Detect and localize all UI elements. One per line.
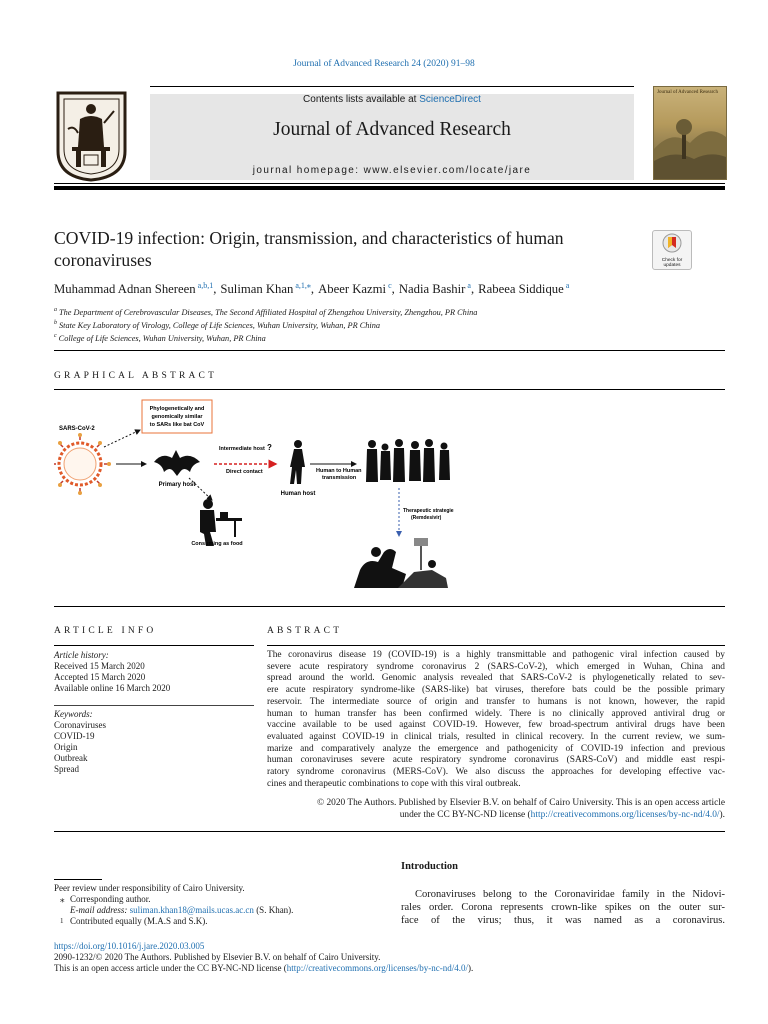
- affiliation-text: College of Life Sciences, Wuhan University, Wuhan, PR China: [58, 333, 266, 343]
- affiliation-key: a: [54, 307, 57, 313]
- author-separator: ,: [391, 282, 395, 297]
- abstract-line: ere acute respiratory syndrome-like (SARS-like) bat viruses, therefore bats could be the possible primary: [267, 685, 725, 696]
- bookmark-icon: [662, 233, 682, 253]
- svg-text:Direct contact: Direct contact: [226, 469, 263, 475]
- keywords-block: [54, 709, 254, 775]
- introduction-text: [401, 888, 725, 927]
- affiliation-text: State Key Laboratory of Virology, College of Life Sciences, Wuhan University, Wuhan, PR China: [59, 320, 381, 330]
- svg-text:Human to Human: Human to Human: [316, 468, 362, 474]
- svg-text:Phylogenetically and: Phylogenetically and: [149, 406, 205, 412]
- svg-text:?: ?: [267, 443, 272, 452]
- svg-text:transmission: transmission: [322, 475, 357, 481]
- author-affiliation-sup[interactable]: c: [388, 281, 392, 290]
- affiliation: [54, 331, 725, 344]
- abstract-line: reservoir. The intermediate source of origin and transfer to humans is not known, however, the rapid: [267, 696, 725, 707]
- license-link[interactable]: http://creativecommons.org/licenses/by-nc-nd/4.0/: [530, 809, 720, 820]
- keyword: Spread: [54, 764, 79, 774]
- introduction-line: face of the virus; thus, it was named as a coronavirus.: [401, 915, 725, 926]
- graphical-abstract-figure: [54, 392, 454, 592]
- rule-after-abstract: [54, 831, 725, 832]
- elsevier-logo: [54, 89, 129, 183]
- top-rule: [150, 86, 634, 87]
- cover-title: Journal of Advanced Research: [657, 90, 718, 95]
- keyword: COVID-19: [54, 731, 95, 741]
- footnotes: [54, 883, 384, 927]
- hospital-treatment-icon: [354, 538, 448, 588]
- graphical-abstract-rule: [54, 389, 725, 390]
- authors-line: [54, 281, 725, 297]
- issn-line: 2090-1232/© 2020 The Authors. Published by Elsevier B.V. on behalf of Cairo University.: [54, 952, 381, 962]
- virus-icon: [54, 433, 111, 495]
- affiliation-text: The Department of Cerebrovascular Diseases, The Second Affiliated Hospital of Zhengzhou University, Zhengzhou, PR China: [59, 307, 478, 317]
- copyright-line: © 2020 The Authors. Published by Elsevier B.V. on behalf of Cairo University. This is an open access article: [316, 798, 725, 808]
- abstract-line: severe acute respiratory syndrome coronavirus 2 (SARS-CoV-2), which emerged in Wuhan, China and: [267, 661, 725, 672]
- svg-text:(Remdesivir): (Remdesivir): [411, 515, 442, 521]
- article-title: COVID-19 infection: Origin, transmission, and characteristics of human coronaviruses: [54, 228, 564, 270]
- abstract-line: The coronavirus disease 19 (COVID-19) is a highly transmittable and pathogenic viral infection caused by: [267, 650, 725, 660]
- svg-text:to SARs like bat CoV: to SARs like bat CoV: [149, 422, 205, 428]
- abstract-line: human coronaviruses severe acute respiratory syndrome coronavirus (SARS-CoV) and middle east respi-: [267, 755, 725, 766]
- footnote-rule: [54, 879, 102, 880]
- received-date: Received 15 March 2020: [54, 661, 145, 671]
- svg-text:Human host: Human host: [280, 491, 316, 497]
- svg-text:Therapeutic strategies: Therapeutic strategies: [403, 508, 454, 514]
- author-name: Muhammad Adnan Shereen: [54, 282, 196, 297]
- svg-text:Primary host: Primary host: [158, 482, 196, 488]
- rule-before-article-info: [54, 606, 725, 607]
- license-line: under the CC BY-NC-ND license (http://creativecommons.org/licenses/by-nc-nd/4.0/).: [399, 809, 725, 820]
- history-label: Article history:: [54, 650, 109, 660]
- introduction-heading: Introduction: [401, 861, 458, 872]
- author-name: Rabeea Siddique: [478, 282, 564, 297]
- online-date: Available online 16 March 2020: [54, 683, 171, 693]
- oa-line: This is an open access article under the CC BY-NC-ND license (http://creativecommons.org/licenses/by-nc-nd/4.0/).: [54, 963, 474, 973]
- svg-text:Consuming as food: Consuming as food: [191, 541, 243, 547]
- journal-cover[interactable]: [653, 86, 727, 180]
- abstract-copyright: [267, 798, 725, 821]
- affiliations: [54, 305, 725, 343]
- author-name: Nadia Bashir: [398, 282, 466, 297]
- author-separator: ,: [310, 282, 315, 297]
- keyword: Outbreak: [54, 753, 88, 763]
- author-separator: ,: [470, 282, 475, 297]
- abstract-text: [267, 650, 725, 790]
- article-info-rule: [54, 645, 254, 646]
- keywords-label: Keywords:: [54, 709, 93, 719]
- sars-cov-2-label: SARS-CoV-2: [59, 426, 95, 432]
- affiliation-key: b: [54, 319, 57, 326]
- affiliation: [54, 318, 725, 331]
- abstract-line: marize and comparatively analyze the emergence and pathogenicity of COVID-19 infection and previous: [267, 743, 725, 754]
- contents-prefix: Contents lists available at: [303, 94, 417, 105]
- abstract-rule: [267, 645, 725, 646]
- author-affiliation-sup[interactable]: a: [467, 281, 471, 290]
- article-info-heading: ARTICLE INFO: [54, 626, 157, 636]
- oa-license-link[interactable]: http://creativecommons.org/licenses/by-nc-nd/4.0/: [286, 963, 468, 973]
- graphical-abstract-heading: GRAPHICAL ABSTRACT: [54, 371, 218, 381]
- crowd-icon: [366, 439, 450, 482]
- author-separator: ,: [213, 282, 217, 297]
- author-affiliation-sup[interactable]: a: [565, 281, 570, 290]
- contents-line: [150, 94, 634, 105]
- contrib-note: 1 Contributed equally (M.A.S and S.K).: [60, 916, 208, 926]
- sciencedirect-link[interactable]: ScienceDirect: [419, 94, 481, 105]
- author-affiliation-sup[interactable]: a,1,⁎: [295, 281, 311, 290]
- author-name: Abeer Kazmi: [318, 282, 387, 297]
- abstract-line: vaccine available to be used against COVID-19. However, few broad-spectrum antiviral drugs have been: [267, 720, 725, 731]
- corresponding-note: ⁎ Corresponding author.: [60, 894, 151, 904]
- abstract-line: spread around the world. Genomic analysis revealed that SARS-CoV-2 is phylogenetically related to sev-: [267, 673, 725, 684]
- doi-link[interactable]: https://doi.org/10.1016/j.jare.2020.03.005: [54, 941, 205, 951]
- keyword: Coronaviruses: [54, 720, 106, 730]
- journal-reference[interactable]: Journal of Advanced Research 24 (2020) 91–98: [293, 59, 475, 69]
- accepted-date: Accepted 15 March 2020: [54, 672, 146, 682]
- bat-icon: [154, 450, 200, 476]
- author-name: Suliman Khan: [220, 282, 294, 297]
- introduction-line: Coronaviruses belong to the Coronaviridae family in the Nidovi-: [415, 889, 725, 900]
- introduction-line: rales order. Corona represents crown-like spikes on the outer sur-: [401, 902, 725, 913]
- check-updates-label: Check for updates: [661, 258, 683, 268]
- abstract-line: ratory syndrome coronavirus (MERS-CoV). We also discuss the approaches for developing effective vac-: [267, 767, 725, 778]
- rule-before-graphical-abstract: [54, 350, 725, 351]
- peer-review-note: Peer review under responsibility of Cairo University.: [54, 883, 245, 893]
- bottom-info: [54, 941, 725, 974]
- abstract-line: cines and therapeutic combinations to cope with this viral outbreak.: [267, 778, 521, 789]
- masthead: [150, 94, 634, 180]
- author-affiliation-sup[interactable]: a,b,1: [197, 281, 214, 290]
- human-host-icon: [290, 440, 305, 484]
- svg-text:Intermediate host: Intermediate host: [219, 446, 265, 452]
- svg-text:genomically similar: genomically similar: [151, 414, 203, 420]
- affiliation-key: c: [54, 332, 57, 339]
- check-for-updates-button[interactable]: [652, 230, 692, 270]
- keywords-rule: [54, 705, 254, 706]
- masthead-rule-thin: [54, 183, 725, 184]
- journal-homepage-link[interactable]: journal homepage: www.elsevier.com/locate/jare: [252, 165, 532, 176]
- email-note: E-mail address: suliman.khan18@mails.ucas.ac.cn (S. Khan).: [70, 905, 294, 915]
- email-link[interactable]: suliman.khan18@mails.ucas.ac.cn: [129, 905, 254, 915]
- abstract-line: human to human transfer has been confirmed widely. There is no clinically approved antiviral drug or: [267, 708, 725, 719]
- article-history: [54, 650, 254, 694]
- affiliation: [54, 305, 725, 318]
- abstract-heading: ABSTRACT: [267, 626, 343, 636]
- keyword: Origin: [54, 742, 78, 752]
- abstract-line: evaluated against COVID-19 in clinical trials, resulted in clinical recovery. In the current review, we sum-: [267, 731, 725, 742]
- journal-title: Journal of Advanced Research: [273, 119, 511, 140]
- person-eating-icon: [200, 499, 242, 546]
- masthead-rule-thick: [54, 186, 725, 190]
